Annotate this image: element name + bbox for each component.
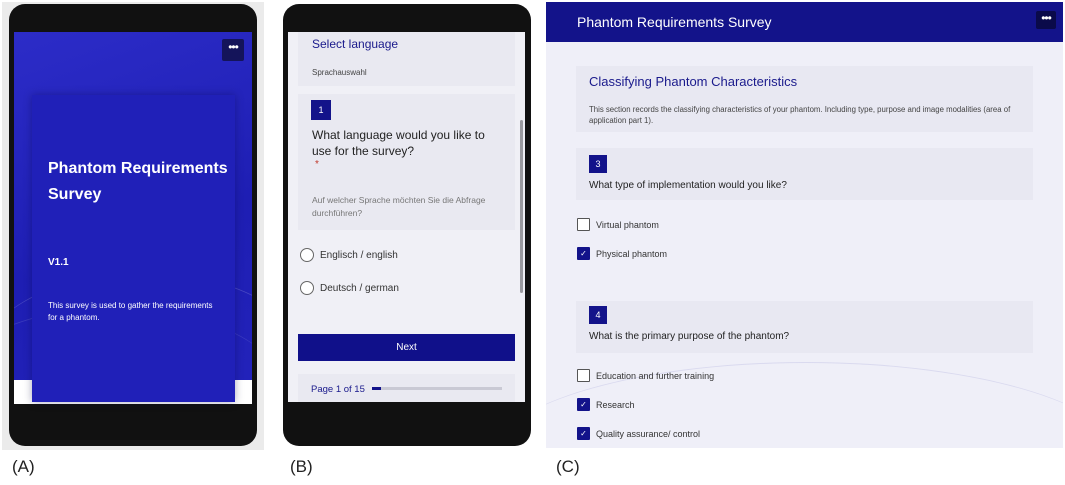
checkbox[interactable]: ✓ <box>577 398 590 411</box>
more-options-button[interactable] <box>1036 11 1056 29</box>
survey-version: V1.1 <box>48 257 69 268</box>
option-education[interactable] <box>577 369 797 383</box>
checkbox[interactable]: ✓ <box>577 247 590 260</box>
option-virtual-phantom[interactable] <box>577 218 777 232</box>
option-research[interactable] <box>577 398 797 412</box>
option-label: Research <box>596 400 635 410</box>
option-quality-assurance[interactable] <box>577 427 797 441</box>
option-english[interactable] <box>300 248 500 264</box>
section-description: This section records the classifying characteristics of your phantom. Including type, purpose and image modalities (area of application part 1). <box>589 105 1011 125</box>
question-text: What language would you like to use for the survey? <box>312 128 485 158</box>
question-number-badge: 3 <box>589 155 607 173</box>
question-number-badge: 4 <box>589 306 607 324</box>
checkbox[interactable] <box>577 218 590 231</box>
survey-title: Phantom Requirements Survey <box>48 160 228 203</box>
checkbox[interactable]: ✓ <box>577 427 590 440</box>
select-language-heading: Select language <box>312 37 399 51</box>
question-4-text: What is the primary purpose of the phantom? <box>589 331 790 342</box>
section-title: Classifying Phantom Characteristics <box>589 74 798 89</box>
next-button[interactable]: Next <box>298 334 515 361</box>
caption-a: (A) <box>12 457 35 476</box>
header-title: Phantom Requirements Survey <box>577 14 772 30</box>
option-label: Physical phantom <box>596 249 668 259</box>
radio-button[interactable] <box>300 248 314 262</box>
question-3-text: What type of implementation would you like? <box>589 180 787 191</box>
question-text-german: Auf welcher Sprache möchten Sie die Abfrage durchführen? <box>312 195 486 218</box>
caption-c: (C) <box>556 457 580 476</box>
option-label: Quality assurance/ control <box>596 429 701 439</box>
radio-button[interactable] <box>300 281 314 295</box>
scrollbar-thumb[interactable] <box>520 120 523 293</box>
question-4-block <box>576 301 1033 353</box>
question-3-block <box>576 148 1033 200</box>
more-icon: ••• <box>228 40 238 54</box>
cover-card <box>32 95 235 402</box>
sprachauswahl-label: Sprachauswahl <box>312 68 367 77</box>
progress-fill <box>372 387 381 390</box>
progress-track <box>372 387 502 390</box>
checkbox[interactable] <box>577 369 590 382</box>
option-label: Deutsch / german <box>320 283 399 294</box>
option-label: Education and further training <box>596 371 715 381</box>
option-label: Englisch / english <box>320 250 398 261</box>
more-icon: ••• <box>1041 11 1051 25</box>
option-german[interactable] <box>300 281 500 297</box>
caption-b: (B) <box>290 457 313 476</box>
option-physical-phantom[interactable] <box>577 247 777 261</box>
survey-description: This survey is used to gather the requirements for a phantom. <box>48 301 213 322</box>
option-label: Virtual phantom <box>596 220 659 230</box>
question-number-badge: 1 <box>311 100 331 120</box>
more-options-button[interactable] <box>222 39 244 61</box>
page-indicator: Page 1 of 15 <box>311 384 365 395</box>
required-marker: * <box>315 159 319 170</box>
